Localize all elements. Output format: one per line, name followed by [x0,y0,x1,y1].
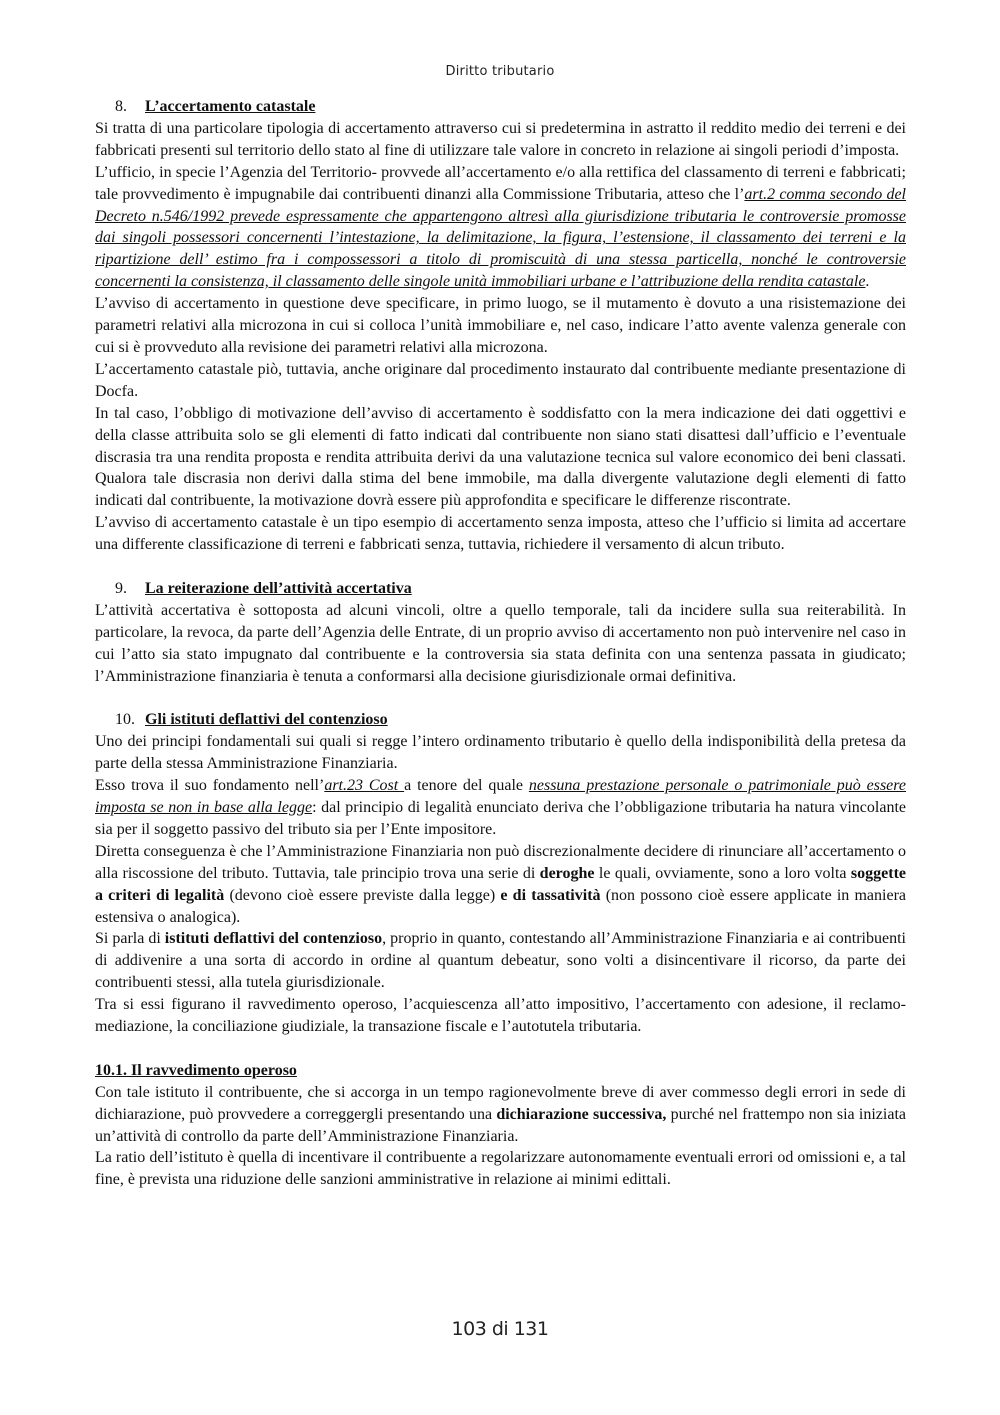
text-run: Esso trova il suo fondamento nell’ [95,777,325,795]
page-content [95,96,906,1191]
bold-term: soggette a criteri di legalità [95,864,906,904]
paragraph [95,162,906,293]
section-number: 10. [115,711,135,729]
section-number: 9. [115,579,127,597]
quoted-text: nessuna prestazione personale o patrimoniale può essere imposta se non in base alla legge [95,777,907,816]
section-heading-9 [95,578,906,600]
section-heading-10 [95,709,906,731]
paragraph: La ratio dell’istituto è quella di incentivare il contribuente a regolarizzare autonomamente eventuali errori od omissioni e, a tal fine, è prevista una riduzione delle sanzioni amministrative in relazione ai minimi edittali. [95,1149,906,1189]
text-run: purché nel frattempo non sia iniziata un’attività di controllo da parte dell’Amministrazione Finanziaria. [95,1105,907,1145]
text-run: Con tale istituto il contribuente, che si accorga in un tempo ragionevolmente breve di aver commesso degli errori in sede di dichiarazione, può provvedere a correggergli presentando una [95,1083,906,1123]
page-number: 103 di 131 [451,1318,549,1340]
paragraph: L’accertamento catastale piò, tuttavia, anche originare dal procedimento instaurato dal contribuente mediante presentazione di Docfa. [95,360,906,400]
paragraph: Si tratta di una particolare tipologia di accertamento attraverso cui si predetermina in astratto il reddito medio dei terreni e dei fabbricati presenti sul territorio dello stato al fine di utilizzare tale valore in concreto in relazione ai singoli periodi d’imposta. [95,119,906,159]
bold-term: istituti deflattivi del contenzioso [164,930,383,948]
constitution-citation-link[interactable]: art.23 Cost [324,777,405,795]
section-heading-8 [95,96,906,118]
text-run: Si parla di [95,930,165,948]
text-run: . [865,273,870,291]
text-run: Diretta conseguenza è che l’Amministrazione Finanziaria non può discrezionalmente decidere di rinunciare all’accertamento o alla riscossione del tributo. Tuttavia, tale principio trova una serie di [95,842,906,882]
text-run: : dal principio di legalità enunciato deriva che l’obbligazione tributaria ha natura vincolante sia per il soggetto passivo del tributo sia per l’Ente impositore. [95,798,906,838]
paragraph: L’avviso di accertamento catastale è un tipo esempio di accertamento senza imposta, atteso che l’ufficio si limita ad accertare una differente classificazione di terreni e fabbricati senza, tuttavia, richiedere il versamento di alcun tributo. [95,514,906,554]
bold-term: deroghe [539,864,595,882]
text-run: le quali, ovviamente, sono a loro volta [594,864,851,882]
paragraph [95,841,906,929]
paragraph: L’avviso di accertamento in questione deve specificare, in primo luogo, se il mutamento è dovuto a una risistemazione dei parametri relativi alla microzona in cui si colloca l’unità immobiliare e, nel caso, indicare l’atto avente valenza generale con cui si è provveduto alla revisione dei parametri relativi alla microzona. [95,295,906,356]
text-run: L’ufficio, in specie l’Agenzia del Territorio- provvede all’accertamento e/o alla rettifica del classamento di terreni e fabbricati; tale provvedimento è impugnabile dai contribuenti dinanzi alla Commissione Tributaria, atteso che l’ [95,163,906,203]
paragraph [95,1082,906,1148]
spacer [95,1038,906,1060]
bold-term: e di tassatività [500,886,601,904]
bold-term: dichiarazione successiva, [496,1105,667,1123]
section-title: Gli istituti deflattivi del contenzioso [145,711,388,729]
spacer [95,687,906,709]
section-number: 8. [115,98,127,115]
paragraph [95,928,906,994]
section-title: L’accertamento catastale [145,98,316,115]
section-title: La reiterazione dell’attività accertativa [145,579,412,597]
paragraph: L’attività accertativa è sottoposta ad alcuni vincoli, oltre a quello temporale, tali da incidere sulla sua reiterabilità. In particolare, la revoca, da parte dell’Agenzia delle Entrate, di un proprio avviso di accertamento non può intervenire nel caso in cui l’atto sia stato impugnato dal contribuente e la controversia sia stata definita con una sentenza passata in giudicato; l’Amministrazione finanziaria è tenuta a conformarsi alla decisione giurisdizionale ormai definitiva. [95,601,906,685]
text-run: a tenore del quale [404,777,529,795]
running-header: Diritto tributario [445,64,555,79]
subsection-heading-10-1: 10.1. Il ravvedimento operoso [95,1061,297,1079]
paragraph: Tra si essi figurano il ravvedimento operoso, l’acquiescenza all’atto impositivo, l’accertamento con adesione, il reclamo-mediazione, la conciliazione giudiziale, la transazione fiscale e l’autotutela tributaria. [95,996,906,1036]
spacer [95,556,906,578]
paragraph [95,775,906,841]
text-run: (non possono cioè essere applicate in maniera estensiva o analogica). [95,886,906,926]
paragraph: Uno dei principi fondamentali sui quali si regge l’intero ordinamento tributario è quello della indisponibilità della pretesa da parte della stessa Amministrazione Finanziaria. [95,733,906,773]
text-run: , proprio in quanto, contestando all’Amministrazione Finanziaria e ai contribuenti di addivenire a una sorta di accordo in ordine al quantum debeatur, sono volti a disincentivare il ricorso, da parte dei contribuenti stessi, alla tutela giurisdizionale. [95,930,906,992]
paragraph: In tal caso, l’obbligo di motivazione dell’avviso di accertamento è soddisfatto con la mera indicazione dei dati oggettivi e della classe attribuita solo se gli elementi di fatto indicati dal contribuente non siano stati disattesi dall’ufficio e l’eventuale discrasia tra una rendita proposta e rendita attribuita derivi da una valutazione tecnica sul valore economico dei beni classati. Qualora tale discrasia non derivi dalla stima del bene immobile, ma dalla divergente valutazione degli elementi di fatto indicati dal contribuente, la motivazione dovrà essere più approfondita e specificare le differenze riscontrate. [95,404,906,510]
text-run: (devono cioè essere previste dalla legge) [224,886,501,904]
law-citation-link[interactable]: art.2 comma secondo del Decreto n.546/1992 prevede espressamente che appartengono altresì alla giurisdizione tributaria le controversie promosse dai singoli possessori concernenti l’intestazione, la delimitazione, la figura, l’estensione, il classamento dei terreni e la ripartizione dell’ estimo fra i compossessori a titolo di promiscuità di una stessa particella, nonché le controversie concernenti la consistenza, il classamento delle singole unità immobiliari urbane e l’attribuzione della rendita catastale [95,185,907,291]
